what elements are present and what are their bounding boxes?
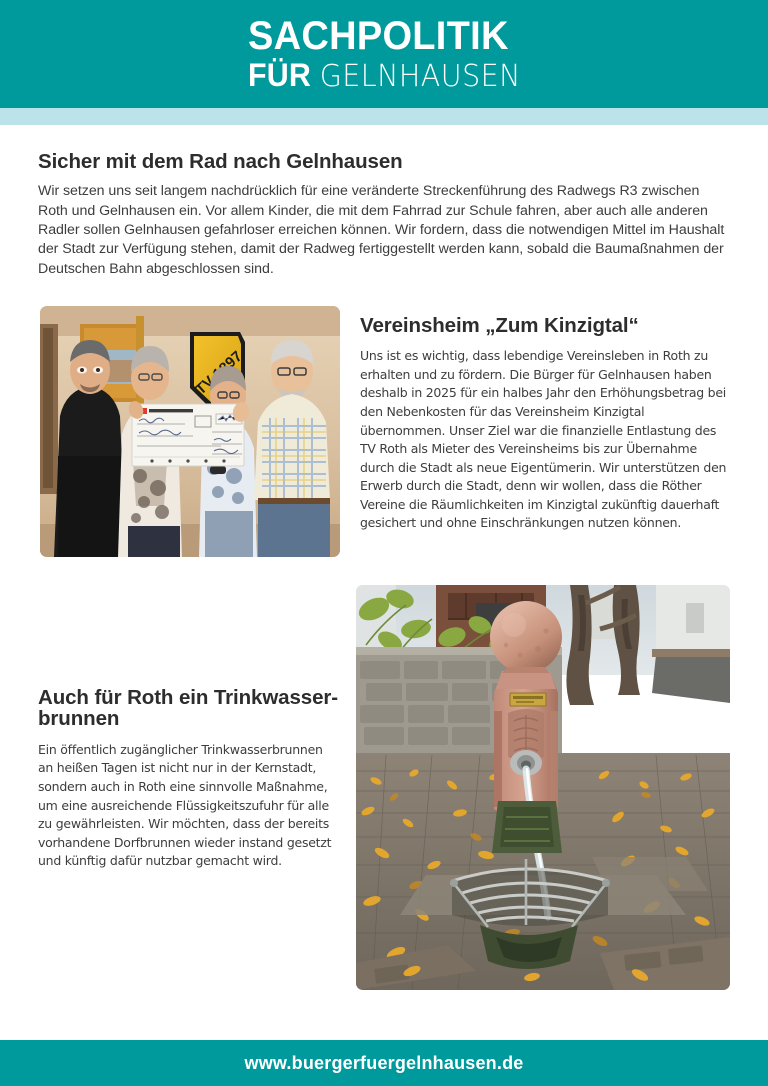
heading-line-2: brunnen	[38, 706, 120, 730]
header-accent-bar	[0, 108, 768, 125]
logo-line-fuer-gelnhausen	[248, 59, 521, 92]
page-footer	[0, 1040, 768, 1086]
donation-cheque	[126, 399, 251, 466]
section-bike	[38, 151, 730, 279]
logo-word-fuer: FÜR	[248, 57, 312, 93]
photo-fountain-artwork	[356, 585, 730, 990]
section-trinkwasserbrunnen	[38, 688, 338, 871]
section-bike-body: Wir setzen uns seit langem nachdrücklich für eine veränderte Streckenführung des Radwegs R3 zwischen Roth und Gelnhausen ein. Vor allem Kinder, die mit dem Fahrrad zur Schule fahren, aber auch alle anderen Radler sollen Gelnhausen gefahrloser erreichen können. Wir fordern, dass die notwendigen Mittel im Haushalt der Stadt zur Verfügung stehen, damit der Radweg fertiggestellt werden kann, sobald die Baumaßnahmen der Deutschen Bahn abgeschlossen sind.	[38, 183, 725, 277]
photo-village-fountain	[356, 585, 730, 990]
section-trinkwasserbrunnen-body: Ein öffentlich zugänglicher Trinkwasserbrunnen an heißen Tagen ist nicht nur in der Kernstadt, sondern auch in Roth eine sinnvolle Maßnahme, um eine ausreichende Flüssigkeitszufuhr für alle zu gewährleisten. Wir möchten, dass der bereits vorhandene Dorfbrunnen wieder instand gesetzt und künftig dafür nutzbar gemacht wird.	[38, 741, 332, 869]
section-vereinsheim-body: Uns ist es wichtig, dass lebendige Vereinsleben in Roth zu erhalten und zu fördern. Die Bürger für Gelnhausen haben deshalb in 2025 für ein halbes Jahr den Erhöhungsbetrag bei den Nebenkosten für das Vereinsheim Kinzigtal übernommen. Unser Ziel war die finanzielle Entlastung des TV Roth als Mieter des Vereinsheims bis zur Übernahme durch die Stadt als neue Eigentümerin. Wir unterstützen den Erwerb durch die Stadt, denn wir wollen, dass die Röther Vereine die Räumlichkeiten im Kinzigtal zukünftig dauerhaft gesichert und ohne Einschränkungen nutzen können.	[360, 348, 727, 531]
section-vereinsheim	[360, 315, 730, 533]
section-bike-heading: Sicher mit dem Rad nach Gelnhausen	[38, 150, 403, 173]
logo-word-gelnhausen: GELNHAUSEN	[320, 59, 522, 94]
logo	[248, 16, 535, 92]
crest-label: TV 1897	[192, 347, 246, 399]
heading-line-1: Auch für Roth ein Trinkwasser-	[38, 686, 338, 709]
section-trinkwasserbrunnen-heading	[38, 688, 338, 730]
logo-line-sachpolitik: SACHPOLITIK	[248, 14, 510, 58]
photo-cheque-artwork	[40, 306, 340, 557]
section-vereinsheim-heading: Vereinsheim „Zum Kinzigtal“	[360, 314, 639, 337]
page-header	[0, 0, 768, 108]
footer-website-url[interactable]: www.buergerfuergelnhausen.de	[244, 1052, 524, 1073]
page-content	[0, 125, 768, 1040]
photo-cheque-handover	[40, 306, 340, 557]
